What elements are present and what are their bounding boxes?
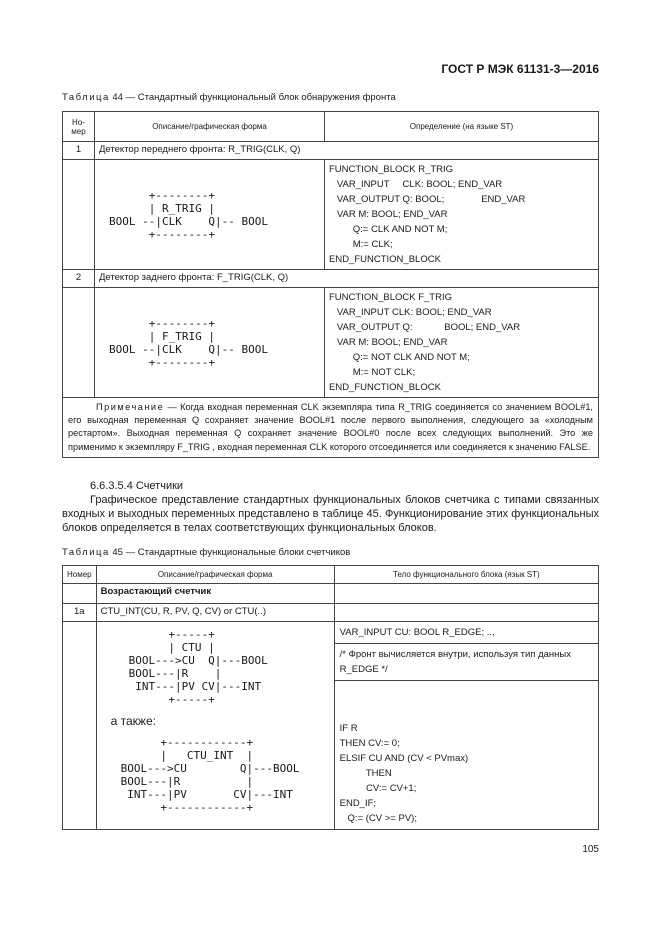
code-line: VAR_OUTPUT Q: BOOL; END_VAR bbox=[329, 322, 521, 333]
code-line: END_IF; bbox=[339, 798, 377, 809]
code-line: VAR_OUTPUT Q: BOOL; END_VAR bbox=[329, 194, 526, 205]
code-line: VAR M: BOOL; END_VAR bbox=[329, 209, 448, 220]
code-line: FUNCTION_BLOCK F_TRIG bbox=[329, 292, 452, 303]
code-line: VAR_INPUT CU: BOOL R_EDGE; .., bbox=[339, 627, 495, 638]
table44-caption-word: Таблица bbox=[62, 92, 110, 103]
code-line: M:= CLK; bbox=[329, 239, 393, 250]
t44-row1-number: 1 bbox=[63, 142, 95, 160]
t45-diagram-ctu: +-----+ | CTU | BOOL--->CU Q|---BOOL BOOL---|R | INT---|PV CV|---INT +-----+ bbox=[128, 628, 268, 706]
section-heading bbox=[62, 479, 599, 493]
code-line: THEN CV:= 0; bbox=[339, 738, 400, 749]
code-line: END_FUNCTION_BLOCK bbox=[329, 382, 441, 393]
code-line: R_EDGE */ bbox=[339, 664, 388, 675]
code-line: END_FUNCTION_BLOCK bbox=[329, 254, 441, 265]
document-header: ГОСТ Р МЭК 61131-3—2016 bbox=[441, 62, 599, 76]
table45-caption-word: Таблица bbox=[62, 547, 110, 558]
t44-row1-description: Детектор переднего фронта: R_TRIG(CLK, Q) bbox=[95, 142, 599, 160]
t44-note bbox=[63, 398, 599, 458]
t45-header-body: Тело функционального блока (язык ST) bbox=[334, 566, 598, 584]
code-line: VAR_INPUT CLK: BOOL; END_VAR bbox=[329, 179, 503, 190]
t44-row2-description: Детектор заднего фронта: F_TRIG(CLK, Q) bbox=[95, 270, 599, 288]
t44-header-description: Описание/графическая форма bbox=[95, 112, 325, 142]
table-44 bbox=[62, 111, 599, 458]
note-text: — Когда входная переменная CLK экземпляра типа R_TRIG соединяется со значением BOOL#1, его выходная переменная Q сохраняет значение BOOL#1 после первого выполнения, следующего за «холодным рестартом». Выходная переменная Q сохраняет значение BOOL#0 после всех следующих выполнений. Это же применимо к экземпляру F_TRIG , входная переменная CLK которого отсоединяется или соединяется к значению FALSE. bbox=[68, 402, 593, 452]
code-line: M:= NOT CLK; bbox=[329, 367, 416, 378]
t45-row-description: CTU_INT(CU, R, PV, Q, CV) or CTU(..) bbox=[96, 604, 334, 622]
t44-header-definition: Определение (на языке ST) bbox=[325, 112, 599, 142]
t45-row-number: 1a bbox=[63, 604, 97, 622]
t44-row1-diagram: +--------+ | R_TRIG | BOOL --|CLK Q|-- BOOL +--------+ bbox=[109, 188, 268, 241]
code-line: FUNCTION_BLOCK R_TRIG bbox=[329, 164, 454, 175]
table44-caption-text: 44 — Стандартный функциональный блок обнаружения фронта bbox=[109, 92, 396, 103]
t44-row2-number: 2 bbox=[63, 270, 95, 288]
t45-header-number: Номер bbox=[63, 566, 97, 584]
code-line: CV:= CV+1; bbox=[339, 783, 417, 794]
note-label: Примечание bbox=[96, 402, 165, 412]
t44-row2-code bbox=[325, 288, 599, 398]
t45-diagram-ctu-int: +------------+ | CTU_INT | BOOL--->CU Q|---BOOL BOOL---|R | INT---|PV CV|---INT +------------+ bbox=[120, 736, 300, 814]
t44-header-number: Но-мер bbox=[63, 112, 95, 142]
code-line: Q:= NOT CLK AND NOT M; bbox=[329, 352, 470, 363]
t45-header-description: Описание/графическая форма bbox=[96, 566, 334, 584]
code-line: ELSIF CU AND (CV < PVmax) bbox=[339, 753, 469, 764]
section-heading-text: 6.6.3.5.4 Счетчики bbox=[90, 480, 184, 492]
page-number: 105 bbox=[582, 844, 599, 855]
t45-body-declaration bbox=[335, 622, 598, 644]
code-line: Q:= CLK AND NOT M; bbox=[329, 224, 448, 235]
table45-caption bbox=[62, 547, 350, 558]
section-paragraph: Графическое представление стандартных функциональных блоков счетчика с типами связанных входных и выходных переменных представлено в таблице 45. Функционирование этих функциональных блоков определяется в телах соответствующих функциональных блоков. bbox=[62, 494, 599, 534]
table45-caption-text: 45 — Стандартные функциональные блоки счетчиков bbox=[109, 547, 351, 558]
code-line: IF R bbox=[339, 723, 358, 734]
table44-caption bbox=[62, 92, 396, 103]
t45-body-comment bbox=[335, 644, 598, 681]
t45-also-label: а также: bbox=[110, 714, 156, 728]
code-line: VAR M: BOOL; END_VAR bbox=[329, 337, 448, 348]
code-line: Q:= (CV >= PV); bbox=[339, 813, 417, 824]
t45-group-title: Возрастающий счетчик bbox=[96, 584, 334, 604]
t44-row2-diagram: +--------+ | F_TRIG | BOOL --|CLK Q|-- BOOL +--------+ bbox=[109, 316, 268, 369]
code-line: THEN bbox=[339, 768, 392, 779]
table-45 bbox=[62, 565, 599, 830]
code-line: /* Фронт вычисляется внутри, используя тип данных bbox=[339, 649, 571, 660]
t44-row1-code bbox=[325, 160, 599, 270]
t45-body-code bbox=[335, 681, 598, 829]
code-line: VAR_INPUT CLK: BOOL; END_VAR bbox=[329, 307, 492, 318]
